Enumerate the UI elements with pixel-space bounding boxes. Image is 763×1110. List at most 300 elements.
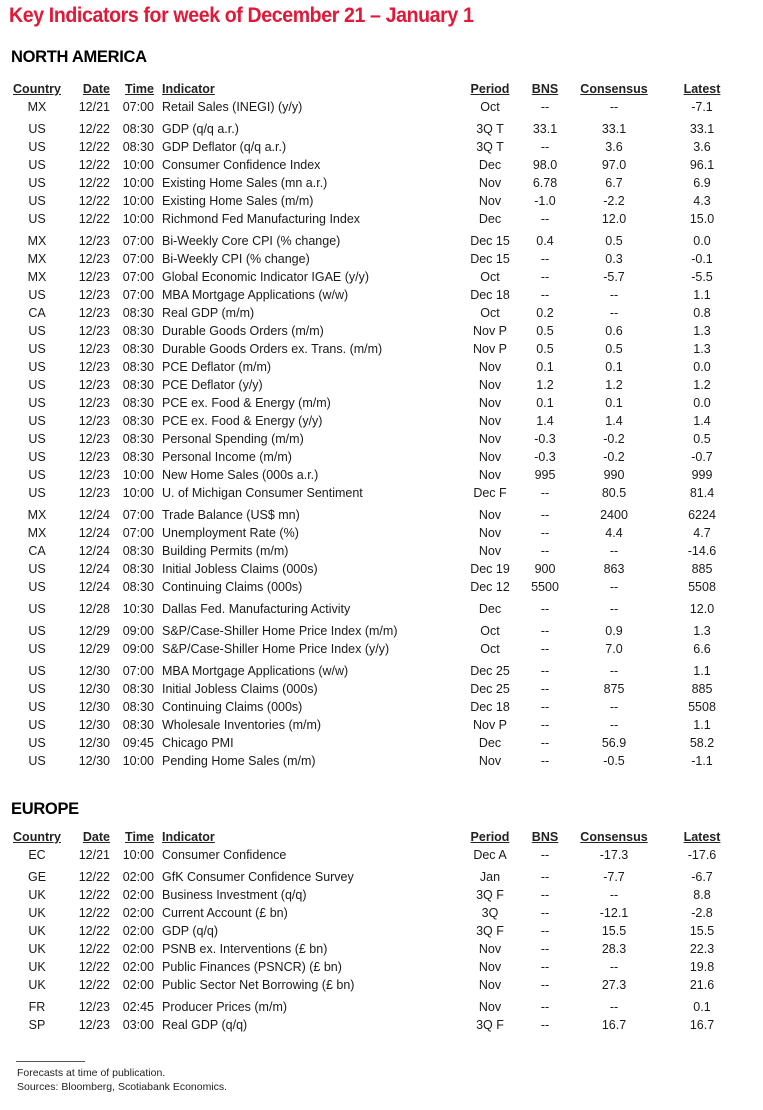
cell-date: 12/22	[78, 176, 110, 190]
cell-indicator: Real GDP (q/q)	[162, 1018, 248, 1032]
table-row	[0, 376, 763, 394]
table-row	[0, 192, 763, 210]
table-header	[0, 80, 763, 98]
cell-consensus: 6.7	[605, 176, 623, 190]
cell-bns: --	[540, 906, 550, 920]
cell-bns: 1.4	[536, 414, 554, 428]
table-row	[0, 358, 763, 376]
cell-period: Dec	[478, 602, 502, 616]
cell-consensus: 12.0	[601, 212, 627, 226]
cell-period: Nov	[478, 176, 502, 190]
cell-bns: --	[540, 602, 550, 616]
cell-consensus: -5.7	[603, 270, 625, 284]
cell-indicator: Public Finances (PSNCR) (£ bn)	[162, 960, 342, 974]
cell-period: Nov P	[472, 324, 508, 338]
europe-table	[0, 828, 763, 1034]
cell-latest: 3.6	[693, 140, 711, 154]
cell-time: 08:30	[122, 700, 154, 714]
cell-indicator: U. of Michigan Consumer Sentiment	[162, 486, 363, 500]
cell-time: 08:30	[122, 360, 154, 374]
cell-consensus: --	[609, 888, 619, 902]
cell-time: 02:45	[122, 1000, 154, 1014]
table-row	[0, 752, 763, 770]
cell-indicator: Durable Goods Orders ex. Trans. (m/m)	[162, 342, 383, 356]
cell-date: 12/23	[78, 252, 110, 266]
table-row	[0, 698, 763, 716]
column-header-country: Country	[13, 82, 61, 96]
cell-bns: --	[540, 718, 550, 732]
table-header	[0, 828, 763, 846]
cell-indicator: Initial Jobless Claims (000s)	[162, 682, 318, 696]
cell-period: Nov	[478, 544, 502, 558]
cell-latest: 999	[691, 468, 713, 482]
cell-country: US	[28, 140, 46, 154]
cell-country: US	[28, 486, 46, 500]
cell-bns: --	[540, 288, 550, 302]
cell-period: Jan	[479, 870, 501, 884]
cell-indicator: PCE Deflator (y/y)	[162, 378, 263, 392]
cell-consensus: 2400	[600, 508, 628, 522]
cell-country: US	[28, 700, 46, 714]
cell-consensus: --	[609, 700, 619, 714]
cell-consensus: --	[609, 100, 619, 114]
table-row	[0, 268, 763, 286]
table-row	[0, 680, 763, 698]
table-row	[0, 466, 763, 484]
cell-indicator: GDP Deflator (q/q a.r.)	[162, 140, 287, 154]
cell-date: 12/24	[78, 508, 110, 522]
cell-time: 10:00	[122, 158, 154, 172]
cell-consensus: -0.2	[603, 450, 625, 464]
table-row	[0, 232, 763, 250]
cell-country: US	[28, 288, 46, 302]
cell-country: US	[28, 736, 46, 750]
cell-date: 12/22	[78, 888, 110, 902]
cell-period: Oct	[480, 306, 500, 320]
cell-country: MX	[27, 508, 47, 522]
cell-country: US	[28, 176, 46, 190]
cell-time: 10:00	[122, 176, 154, 190]
cell-bns: --	[540, 736, 550, 750]
table-row	[0, 922, 763, 940]
cell-consensus: 28.3	[601, 942, 627, 956]
table-row	[0, 578, 763, 596]
cell-bns: --	[540, 270, 550, 284]
column-header-indicator: Indicator	[162, 82, 215, 96]
cell-indicator: Trade Balance (US$ mn)	[162, 508, 300, 522]
cell-time: 08:30	[122, 122, 154, 136]
cell-consensus: 33.1	[601, 122, 627, 136]
cell-date: 12/24	[78, 562, 110, 576]
cell-period: Nov	[478, 450, 502, 464]
cell-period: 3Q T	[476, 140, 504, 154]
cell-indicator: Building Permits (m/m)	[162, 544, 289, 558]
cell-time: 07:00	[122, 508, 154, 522]
cell-period: Dec F	[473, 486, 507, 500]
cell-country: US	[28, 432, 46, 446]
cell-latest: 4.7	[693, 526, 711, 540]
cell-latest: 15.5	[689, 924, 715, 938]
cell-latest: -6.7	[691, 870, 713, 884]
cell-date: 12/23	[78, 450, 110, 464]
cell-indicator: Consumer Confidence	[162, 848, 287, 862]
table-row	[0, 448, 763, 466]
table-row	[0, 976, 763, 994]
cell-period: Nov	[478, 396, 502, 410]
cell-date: 12/22	[78, 158, 110, 172]
cell-period: Nov	[478, 508, 502, 522]
cell-latest: 1.3	[693, 342, 711, 356]
cell-period: Dec 25	[470, 664, 510, 678]
cell-latest: 6.6	[693, 642, 711, 656]
cell-date: 12/30	[78, 682, 110, 696]
table-row	[0, 868, 763, 886]
table-row	[0, 394, 763, 412]
cell-period: 3Q T	[476, 122, 504, 136]
table-row	[0, 542, 763, 560]
cell-bns: --	[540, 212, 550, 226]
cell-indicator: Bi-Weekly Core CPI (% change)	[162, 234, 341, 248]
cell-latest: 885	[691, 682, 713, 696]
cell-bns: 0.5	[536, 342, 554, 356]
cell-consensus: -7.7	[603, 870, 625, 884]
cell-bns: --	[540, 100, 550, 114]
cell-latest: 16.7	[689, 1018, 715, 1032]
table-row	[0, 640, 763, 658]
cell-latest: 21.6	[689, 978, 715, 992]
cell-country: US	[28, 754, 46, 768]
cell-consensus: --	[609, 718, 619, 732]
cell-bns: --	[540, 888, 550, 902]
region-heading-europe: EUROPE	[11, 800, 79, 818]
cell-latest: -17.6	[687, 848, 717, 862]
cell-latest: 0.0	[693, 234, 711, 248]
cell-indicator: Durable Goods Orders (m/m)	[162, 324, 324, 338]
cell-indicator: Existing Home Sales (mn a.r.)	[162, 176, 328, 190]
cell-country: US	[28, 682, 46, 696]
column-header-bns: BNS	[531, 830, 559, 844]
cell-country: CA	[28, 544, 46, 558]
cell-period: Dec 25	[470, 682, 510, 696]
cell-time: 08:30	[122, 378, 154, 392]
cell-indicator: Initial Jobless Claims (000s)	[162, 562, 318, 576]
cell-time: 07:00	[122, 270, 154, 284]
cell-period: 3Q F	[476, 888, 504, 902]
cell-time: 08:30	[122, 580, 154, 594]
cell-date: 12/22	[78, 960, 110, 974]
table-row	[0, 322, 763, 340]
cell-time: 10:00	[122, 468, 154, 482]
cell-date: 12/23	[78, 432, 110, 446]
cell-consensus: -0.5	[603, 754, 625, 768]
cell-bns: 1.2	[536, 378, 554, 392]
cell-date: 12/22	[78, 906, 110, 920]
cell-consensus: 1.2	[605, 378, 623, 392]
cell-time: 10:00	[122, 486, 154, 500]
cell-latest: 33.1	[689, 122, 715, 136]
cell-country: UK	[28, 942, 46, 956]
table-row	[0, 120, 763, 138]
cell-period: 3Q F	[476, 924, 504, 938]
cell-country: EC	[28, 848, 46, 862]
cell-country: US	[28, 212, 46, 226]
table-row	[0, 600, 763, 618]
cell-time: 02:00	[122, 888, 154, 902]
cell-indicator: Public Sector Net Borrowing (£ bn)	[162, 978, 355, 992]
table-row	[0, 846, 763, 864]
column-header-date: Date	[82, 830, 110, 844]
cell-latest: 19.8	[689, 960, 715, 974]
cell-country: MX	[27, 270, 47, 284]
cell-time: 02:00	[122, 978, 154, 992]
cell-period: Nov	[478, 414, 502, 428]
cell-indicator: GDP (q/q a.r.)	[162, 122, 239, 136]
cell-consensus: 56.9	[601, 736, 627, 750]
cell-latest: 81.4	[689, 486, 715, 500]
cell-time: 08:30	[122, 544, 154, 558]
cell-bns: --	[540, 942, 550, 956]
cell-bns: -0.3	[534, 432, 556, 446]
cell-consensus: -17.3	[599, 848, 629, 862]
table-row	[0, 524, 763, 542]
column-header-indicator: Indicator	[162, 830, 215, 844]
cell-country: US	[28, 396, 46, 410]
footnote-divider	[16, 1061, 85, 1062]
cell-date: 12/23	[78, 1000, 110, 1014]
cell-consensus: 0.9	[605, 624, 623, 638]
cell-date: 12/23	[78, 378, 110, 392]
cell-indicator: PCE ex. Food & Energy (m/m)	[162, 396, 331, 410]
column-header-date: Date	[82, 82, 110, 96]
cell-time: 02:00	[122, 960, 154, 974]
cell-indicator: Existing Home Sales (m/m)	[162, 194, 314, 208]
cell-period: Oct	[480, 624, 500, 638]
cell-bns: --	[540, 508, 550, 522]
cell-latest: 1.1	[693, 288, 711, 302]
cell-indicator: GDP (q/q)	[162, 924, 219, 938]
cell-latest: 1.3	[693, 624, 711, 638]
cell-time: 08:30	[122, 682, 154, 696]
cell-latest: 0.0	[693, 396, 711, 410]
cell-date: 12/23	[78, 234, 110, 248]
cell-country: US	[28, 122, 46, 136]
cell-latest: 6.9	[693, 176, 711, 190]
cell-country: US	[28, 342, 46, 356]
cell-date: 12/28	[78, 602, 110, 616]
cell-indicator: Unemployment Rate (%)	[162, 526, 299, 540]
cell-latest: 0.8	[693, 306, 711, 320]
cell-consensus: -2.2	[603, 194, 625, 208]
table-row	[0, 940, 763, 958]
cell-latest: 5508	[688, 700, 716, 714]
cell-bns: -1.0	[534, 194, 556, 208]
table-row	[0, 506, 763, 524]
cell-date: 12/23	[78, 306, 110, 320]
table-row	[0, 622, 763, 640]
cell-latest: -0.1	[691, 252, 713, 266]
cell-time: 07:00	[122, 526, 154, 540]
cell-indicator: Retail Sales (INEGI) (y/y)	[162, 100, 303, 114]
cell-period: Dec	[478, 212, 502, 226]
cell-time: 08:30	[122, 718, 154, 732]
cell-time: 10:00	[122, 212, 154, 226]
cell-time: 07:00	[122, 252, 154, 266]
cell-date: 12/29	[78, 624, 110, 638]
cell-time: 09:00	[122, 642, 154, 656]
cell-period: Nov P	[472, 342, 508, 356]
cell-consensus: 15.5	[601, 924, 627, 938]
table-row	[0, 484, 763, 502]
cell-bns: --	[540, 486, 550, 500]
cell-indicator: S&P/Case-Shiller Home Price Index (y/y)	[162, 642, 390, 656]
cell-date: 12/24	[78, 544, 110, 558]
cell-time: 08:30	[122, 562, 154, 576]
cell-period: Dec 15	[470, 252, 510, 266]
cell-bns: 900	[534, 562, 556, 576]
cell-date: 12/22	[78, 140, 110, 154]
table-row	[0, 138, 763, 156]
cell-latest: 1.1	[693, 718, 711, 732]
cell-consensus: 0.3	[605, 252, 623, 266]
cell-time: 08:30	[122, 396, 154, 410]
cell-time: 10:00	[122, 754, 154, 768]
table-row	[0, 904, 763, 922]
column-header-latest: Latest	[683, 82, 721, 96]
cell-bns: --	[540, 544, 550, 558]
cell-bns: --	[540, 664, 550, 678]
cell-period: Dec 12	[470, 580, 510, 594]
cell-period: Dec A	[473, 848, 507, 862]
table-row	[0, 998, 763, 1016]
column-header-consensus: Consensus	[580, 830, 648, 844]
cell-date: 12/23	[78, 396, 110, 410]
cell-latest: 12.0	[689, 602, 715, 616]
cell-date: 12/23	[78, 360, 110, 374]
cell-latest: -5.5	[691, 270, 713, 284]
cell-period: Nov	[478, 360, 502, 374]
cell-latest: 4.3	[693, 194, 711, 208]
cell-consensus: 863	[603, 562, 625, 576]
cell-indicator: PSNB ex. Interventions (£ bn)	[162, 942, 328, 956]
cell-latest: 1.4	[693, 414, 711, 428]
cell-date: 12/24	[78, 580, 110, 594]
cell-time: 02:00	[122, 942, 154, 956]
cell-bns: --	[540, 848, 550, 862]
cell-period: Dec	[478, 158, 502, 172]
cell-latest: 0.5	[693, 432, 711, 446]
cell-period: 3Q F	[476, 1018, 504, 1032]
cell-indicator: Dallas Fed. Manufacturing Activity	[162, 602, 351, 616]
cell-country: UK	[28, 960, 46, 974]
cell-period: Nov	[478, 960, 502, 974]
cell-indicator: S&P/Case-Shiller Home Price Index (m/m)	[162, 624, 398, 638]
cell-consensus: --	[609, 960, 619, 974]
cell-consensus: --	[609, 664, 619, 678]
cell-period: Nov	[478, 978, 502, 992]
cell-consensus: 7.0	[605, 642, 623, 656]
cell-latest: 1.3	[693, 324, 711, 338]
cell-consensus: --	[609, 602, 619, 616]
cell-country: MX	[27, 234, 47, 248]
cell-period: Nov	[478, 468, 502, 482]
north-america-table	[0, 80, 763, 770]
cell-country: UK	[28, 888, 46, 902]
cell-country: UK	[28, 978, 46, 992]
cell-latest: -0.7	[691, 450, 713, 464]
cell-latest: 15.0	[689, 212, 715, 226]
cell-period: 3Q	[481, 906, 499, 920]
table-row	[0, 210, 763, 228]
cell-period: Nov	[478, 432, 502, 446]
cell-bns: 98.0	[532, 158, 558, 172]
cell-latest: 6224	[688, 508, 716, 522]
cell-date: 12/23	[78, 324, 110, 338]
cell-latest: 5508	[688, 580, 716, 594]
cell-bns: 33.1	[532, 122, 558, 136]
column-header-period: Period	[470, 830, 510, 844]
cell-indicator: Pending Home Sales (m/m)	[162, 754, 316, 768]
page-title: Key Indicators for week of December 21 – January 1	[9, 4, 474, 27]
table-row	[0, 286, 763, 304]
table-row	[0, 412, 763, 430]
cell-date: 12/23	[78, 468, 110, 482]
cell-time: 09:00	[122, 624, 154, 638]
cell-bns: --	[540, 1018, 550, 1032]
cell-consensus: 4.4	[605, 526, 623, 540]
cell-period: Dec	[478, 736, 502, 750]
cell-consensus: 0.5	[605, 234, 623, 248]
cell-date: 12/30	[78, 718, 110, 732]
cell-indicator: PCE ex. Food & Energy (y/y)	[162, 414, 323, 428]
cell-bns: 0.1	[536, 396, 554, 410]
cell-country: SP	[28, 1018, 46, 1032]
cell-date: 12/23	[78, 486, 110, 500]
cell-latest: -1.1	[691, 754, 713, 768]
cell-latest: 0.1	[693, 1000, 711, 1014]
cell-latest: 96.1	[689, 158, 715, 172]
cell-time: 08:30	[122, 414, 154, 428]
cell-indicator: Continuing Claims (000s)	[162, 580, 303, 594]
cell-country: US	[28, 562, 46, 576]
cell-country: MX	[27, 252, 47, 266]
cell-consensus: 0.1	[605, 360, 623, 374]
cell-country: GE	[27, 870, 47, 884]
cell-consensus: 990	[603, 468, 625, 482]
cell-time: 07:00	[122, 100, 154, 114]
cell-consensus: --	[609, 544, 619, 558]
cell-indicator: Continuing Claims (000s)	[162, 700, 303, 714]
cell-time: 08:30	[122, 432, 154, 446]
cell-time: 08:30	[122, 342, 154, 356]
cell-period: Dec 18	[470, 700, 510, 714]
table-row	[0, 98, 763, 116]
cell-country: US	[28, 360, 46, 374]
cell-country: US	[28, 194, 46, 208]
cell-date: 12/23	[78, 342, 110, 356]
cell-consensus: 80.5	[601, 486, 627, 500]
cell-consensus: --	[609, 306, 619, 320]
cell-consensus: 3.6	[605, 140, 623, 154]
cell-time: 03:00	[122, 1018, 154, 1032]
cell-consensus: 875	[603, 682, 625, 696]
cell-bns: 0.1	[536, 360, 554, 374]
cell-date: 12/22	[78, 978, 110, 992]
cell-indicator: Bi-Weekly CPI (% change)	[162, 252, 310, 266]
cell-consensus: 0.5	[605, 342, 623, 356]
cell-country: MX	[27, 100, 47, 114]
cell-time: 10:00	[122, 848, 154, 862]
cell-time: 07:00	[122, 664, 154, 678]
